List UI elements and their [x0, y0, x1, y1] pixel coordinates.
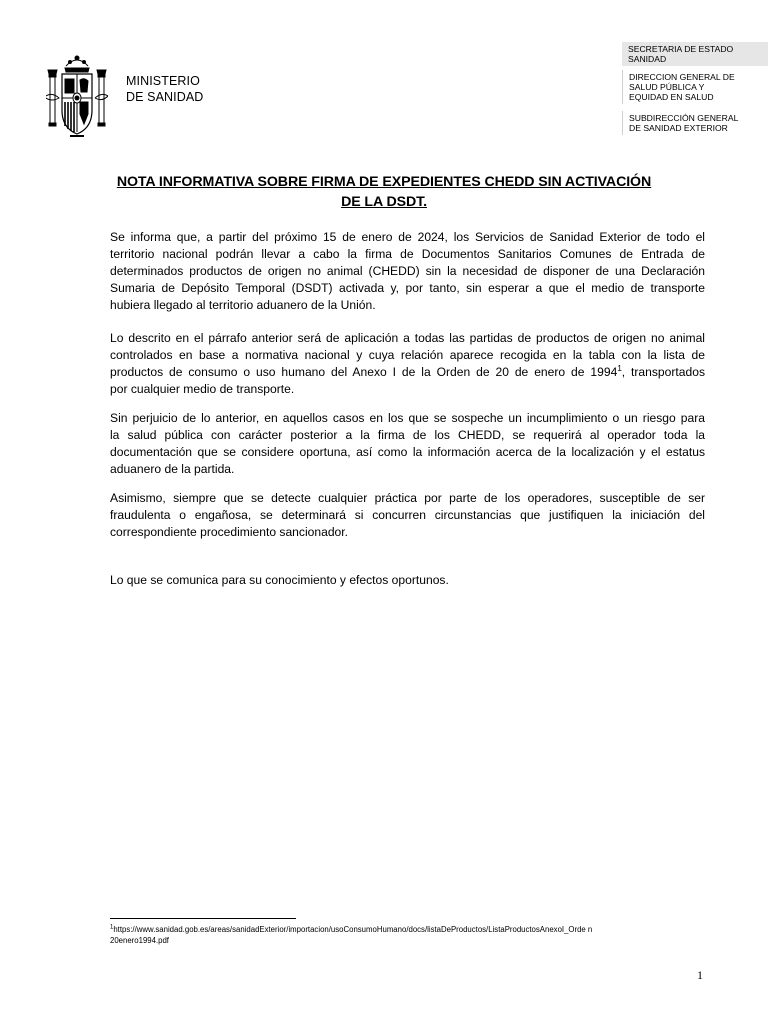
footnote-url[interactable]: https://www.sanidad.gob.es/areas/sanidadExterior/importacion/usoConsumoHumano/docs/listaDeProductos/ListaProductosAnexoI_Orde n — [113, 925, 593, 934]
footnote-line-2[interactable]: 20enero1994.pdf — [110, 936, 169, 945]
department-subdireccion — [622, 111, 768, 135]
paragraph-line: Sin perjuicio de lo anterior, en aquellos casos en los que se sospeche un incumplimiento o un riesgo para — [110, 411, 705, 425]
paragraph-text: productos de consumo o uso humano del Anexo I de la Orden de 20 de enero de 1994 — [110, 365, 618, 379]
department-line: DIRECCION GENERAL DE — [629, 72, 735, 82]
footnote-divider — [110, 918, 296, 919]
paragraph-line: fraudulenta o engañosa, se determinará si concurren circunstancias que justifiquen la iniciación del — [110, 508, 705, 522]
page-number: 1 — [697, 968, 703, 982]
footnote-marker: 1 — [110, 924, 114, 931]
paragraph-5 — [110, 572, 705, 589]
paragraph-line: Se informa que, a partir del próximo 15 de enero de 2024, los Servicios de Sanidad Exterior de todo el — [110, 230, 705, 244]
paragraph-line: determinados productos de origen no animal (CHEDD) sin la necesidad de disponer de una Declaración — [110, 264, 705, 278]
department-secretaria — [622, 42, 768, 66]
paragraph-2 — [110, 330, 705, 398]
paragraph-line: Lo descrito en el párrafo anterior será de aplicación a todas las partidas de productos de origen no animal — [110, 331, 705, 345]
footnote — [110, 924, 710, 946]
document-title — [100, 172, 668, 212]
paragraph-line: hubiera llegado al territorio aduanero de la Unión. — [110, 298, 376, 312]
paragraph-text: , transportados — [621, 365, 705, 379]
ministry-name — [126, 73, 203, 105]
paragraph-line: la salud pública con carácter posterior a la firma de los CHEDD, se requerirá al operador toda la — [110, 428, 705, 442]
footnote-line-1[interactable] — [110, 924, 710, 935]
paragraph-line: controlados en base a normativa nacional y cuya relación aparece recogida en la tabla con la lista de — [110, 348, 705, 362]
paragraph-line: Sumaria de Depósito Temporal (DSDT) activada y, por tanto, sin esperar a que el medio de transporte — [110, 281, 705, 295]
paragraph-line: Asimismo, siempre que se detecte cualquier práctica por parte de los operadores, susceptible de ser — [110, 491, 705, 505]
department-line: EQUIDAD EN SALUD — [629, 92, 714, 102]
department-line: SANIDAD — [628, 54, 667, 64]
paragraph-line: Lo que se comunica para su conocimiento y efectos oportunos. — [110, 573, 449, 587]
title-line-2: DE LA DSDT. — [341, 194, 427, 210]
paragraph-line: territorio nacional podrán llevar a cabo la firma de Documentos Sanitarios Comunes de Entrada de — [110, 247, 705, 261]
department-block — [622, 42, 768, 135]
paragraph-3 — [110, 410, 705, 478]
paragraph-line: por cualquier medio de transporte. — [110, 382, 295, 396]
ministry-line-1: MINISTERIO — [126, 74, 200, 88]
department-line: SECRETARIA DE ESTADO — [628, 44, 734, 54]
department-line: SUBDIRECCIÓN GENERAL — [629, 113, 739, 123]
paragraph-line: documentación que se considere oportuna, así como la información acerca de la localización y el estatus — [110, 445, 705, 459]
department-direccion — [622, 70, 768, 104]
department-line: SALUD PÚBLICA Y — [629, 82, 705, 92]
paragraph-4 — [110, 490, 705, 541]
footnote-reference[interactable]: 1 — [617, 363, 622, 373]
paragraph-1 — [110, 229, 705, 314]
paragraph-line: aduanero de la partida. — [110, 462, 235, 476]
paragraph-line: correspondiente procedimiento sancionador. — [110, 525, 348, 539]
ministry-line-2: DE SANIDAD — [126, 90, 204, 104]
department-line: DE SANIDAD EXTERIOR — [629, 123, 728, 133]
coat-of-arms-icon — [46, 52, 108, 140]
title-line-1: NOTA INFORMATIVA SOBRE FIRMA DE EXPEDIENTES CHEDD SIN ACTIVACIÓN — [116, 174, 652, 190]
paragraph-line-with-footnote — [110, 364, 705, 381]
